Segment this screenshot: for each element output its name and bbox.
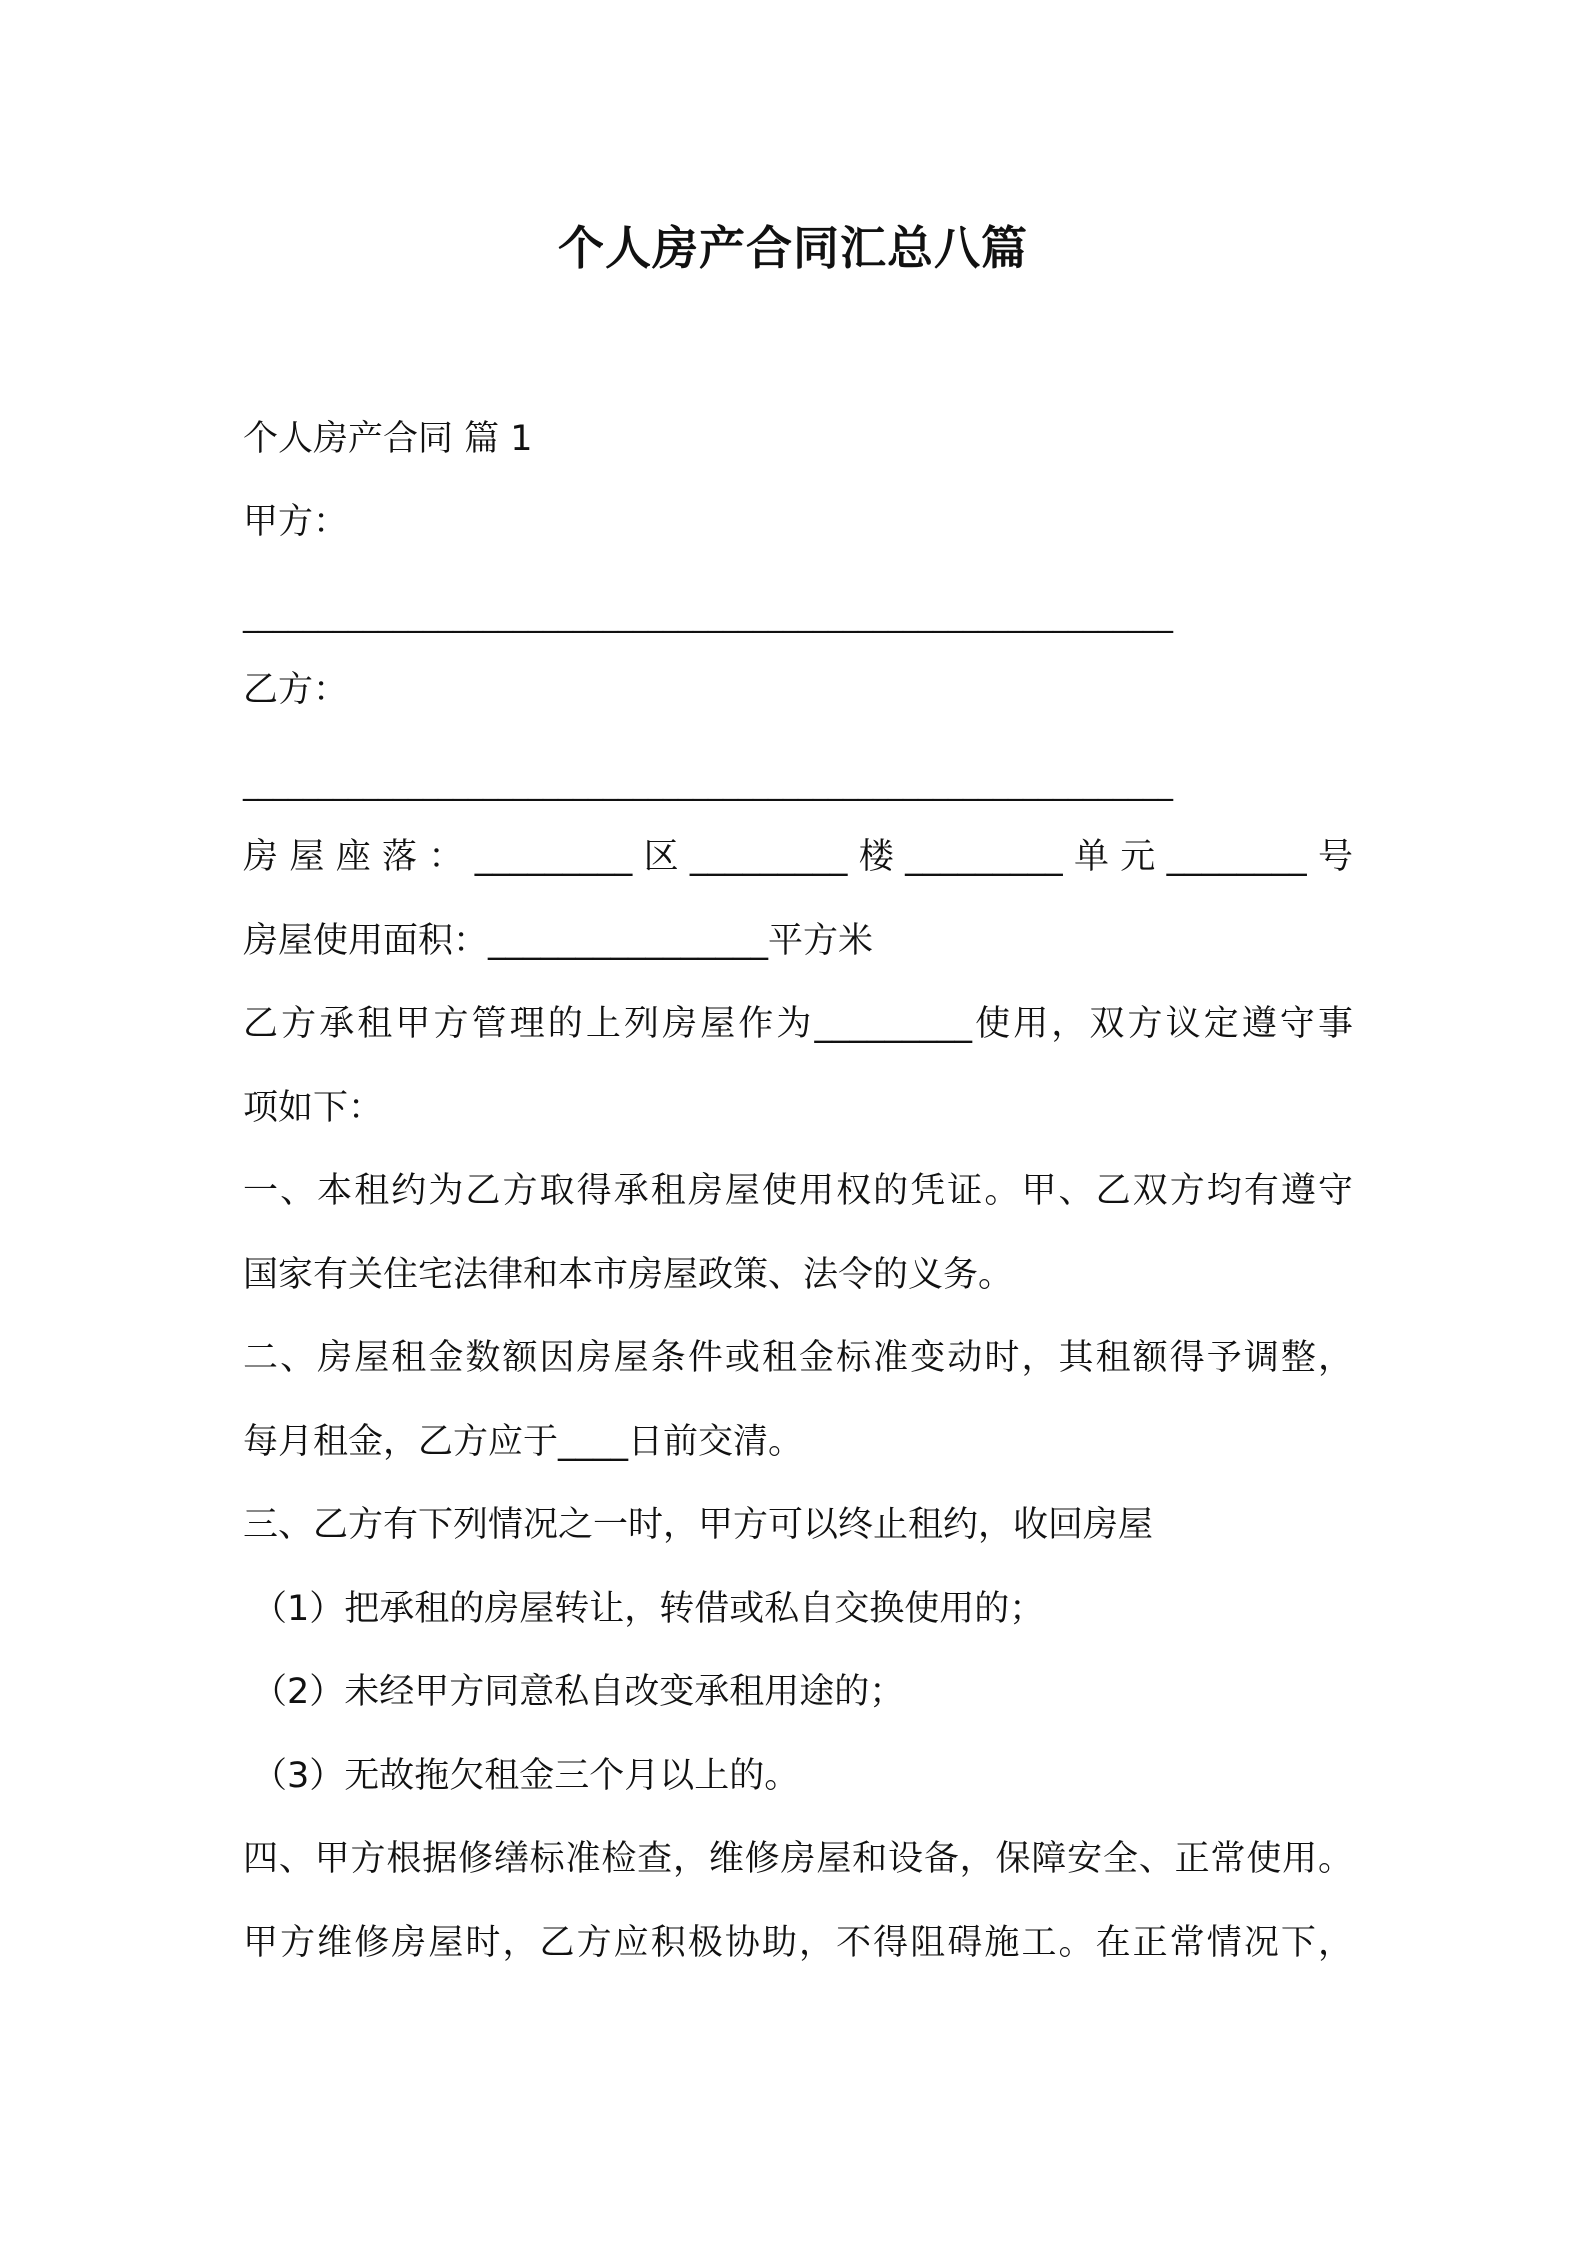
clause-3-line: 三、乙方有下列情况之一时，甲方可以终止租约，收回房屋 <box>243 1505 1154 1545</box>
clause-3-item: （1）把承租的房屋转让，转借或私自交换使用的； <box>252 1589 1045 1629</box>
house-area: 房屋使用面积：________________平方米 <box>243 921 874 961</box>
document-title: 个人房产合同汇总八篇 <box>558 221 1028 275</box>
clause-4-line: 甲方维修房屋时，乙方应积极协助，不得阻碍施工。在正常情况下， <box>243 1923 1353 1963</box>
clause-3-item: （2）未经甲方同意私自改变承租用途的； <box>252 1672 905 1712</box>
party-a-blank: ______________________________________________________________ <box>243 599 1173 634</box>
paragraph-line: 项如下： <box>243 1088 384 1128</box>
house-location: 房屋座落：_________区_________楼_________单元________号 <box>243 837 1353 877</box>
party-a-label: 甲方： <box>243 502 349 542</box>
clause-1-line: 一、本租约为乙方取得承租房屋使用权的凭证。甲、乙双方均有遵守 <box>243 1171 1353 1211</box>
party-b-label: 乙方： <box>243 670 349 710</box>
clause-3-item: （3）无故拖欠租金三个月以上的。 <box>252 1756 800 1796</box>
clause-1-line: 国家有关住宅法律和本市房屋政策、法令的义务。 <box>243 1255 1014 1295</box>
clause-4-line: 四、甲方根据修缮标准检查，维修房屋和设备，保障安全、正常使用。 <box>243 1839 1353 1879</box>
party-b-blank: ______________________________________________________________ <box>243 767 1173 802</box>
clause-2-line: 每月租金，乙方应于____日前交清。 <box>243 1422 804 1462</box>
clause-2-line: 二、房屋租金数额因房屋条件或租金标准变动时，其租额得予调整， <box>243 1338 1353 1378</box>
section-heading: 个人房产合同 篇 1 <box>243 419 533 459</box>
paragraph-line: 乙方承租甲方管理的上列房屋作为_________使用，双方议定遵守事 <box>243 1004 1353 1044</box>
